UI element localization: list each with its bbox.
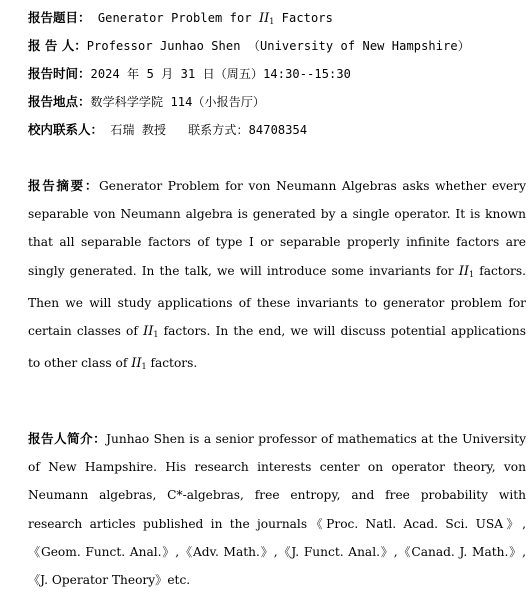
speaker-value: Professor Junhao Shen （University of New Hampshire） bbox=[86, 39, 470, 53]
phone-value: 84708354 bbox=[248, 123, 308, 137]
abstract-text-4: factors. bbox=[146, 356, 198, 371]
bio-label: 报告人简介： bbox=[28, 431, 107, 446]
abstract-text-1: Generator Problem for von Neumann Algebras asks whether every separable von Neumann algebra is generated by a single operator. It is known that all separable factors of type I or separable properly infinite factors are singly generated. In the talk, we will introduce some invariants for bbox=[28, 179, 526, 278]
abstract-math-3: $II_1$ bbox=[131, 356, 147, 372]
title-math: $II_1$ bbox=[258, 11, 275, 26]
place-line bbox=[28, 90, 526, 118]
abstract-label: 报告摘要： bbox=[28, 178, 100, 193]
contact-name: 石瑞 教授 bbox=[103, 123, 167, 137]
title-text-before: Generator Problem for bbox=[90, 11, 259, 25]
contact-line bbox=[28, 118, 526, 146]
phone-label: 联系方式： bbox=[188, 123, 249, 137]
abstract-text-3: factors. In the end, we will discuss potential applications to other class of bbox=[28, 324, 526, 371]
place-value: 数学科学学院 114（小报告厅） bbox=[90, 95, 266, 109]
time-label: 报告时间： bbox=[28, 66, 91, 81]
abstract-text-2: factors. Then we will study applications of these invariants to generator problem for certain classes of bbox=[28, 263, 526, 339]
time-value: 2024 年 5 月 31 日（周五）14:30--15:30 bbox=[90, 67, 352, 81]
bio-text: Junhao Shen is a senior professor of mathematics at the University of New Hampshire. His research interests center on operator theory, von Neumann algebras, C*-algebras, free entropy, and free probability with research articles published in the journals《Proc. Natl. Acad. Sci. USA》,《Geom. Funct. Anal.》,《Adv. Math.》,《J. Funct. Anal.》,《Canad. J. Math.》,《J. Operator Theory》etc. bbox=[28, 432, 526, 588]
title-label: 报告题目： bbox=[28, 10, 91, 25]
contact-label: 校内联系人： bbox=[28, 122, 104, 137]
bio-paragraph bbox=[28, 425, 526, 594]
title-line bbox=[28, 6, 526, 34]
abstract-paragraph bbox=[28, 172, 526, 381]
place-label: 报告地点： bbox=[28, 94, 91, 109]
info-block bbox=[28, 6, 526, 146]
abstract-math-1: $II_1$ bbox=[458, 263, 475, 279]
time-line bbox=[28, 62, 526, 90]
speaker-line bbox=[28, 34, 526, 62]
title-text-after: Factors bbox=[274, 11, 333, 25]
abstract-math-2: $II_1$ bbox=[143, 324, 159, 340]
speaker-label: 报 告 人： bbox=[28, 38, 87, 53]
